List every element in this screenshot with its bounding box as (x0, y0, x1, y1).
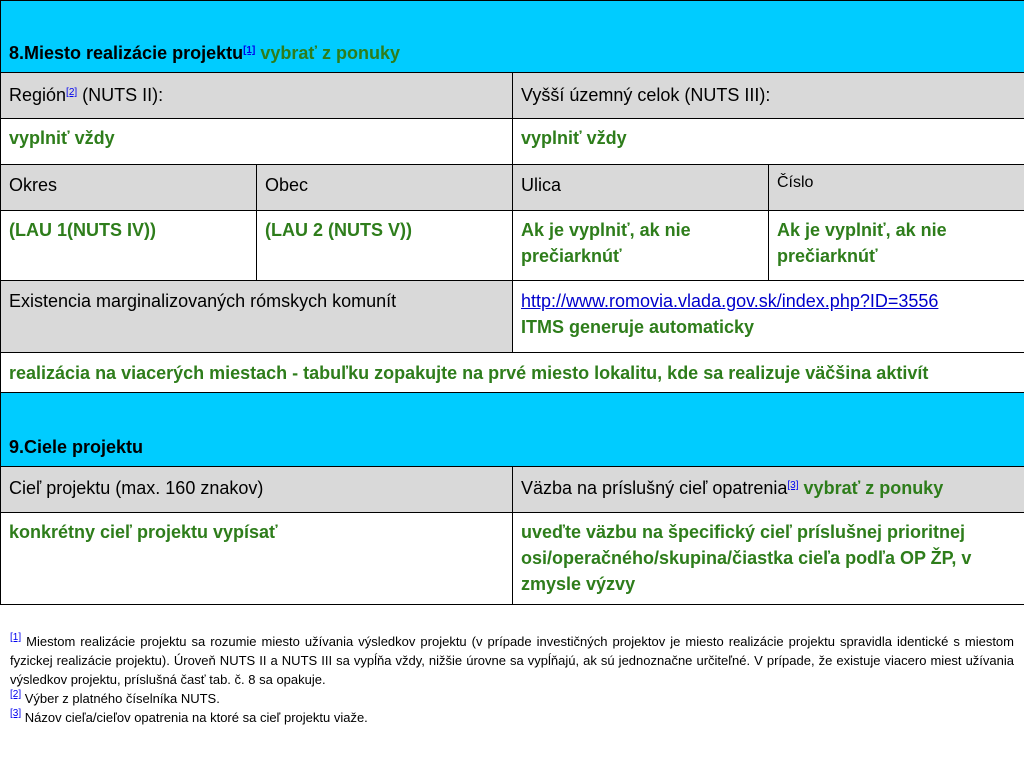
footnote-3-ref[interactable]: [3] (10, 708, 22, 719)
vuc-value: vyplniť vždy (521, 128, 627, 148)
region-value: vyplniť vždy (9, 128, 115, 148)
okres-value: (LAU 1(NUTS IV)) (9, 220, 156, 240)
footnotes (10, 632, 1014, 727)
vazba-label: Väzba na príslušný cieľ opatrenia (521, 478, 788, 498)
section8-title: 8.Miesto realizácie projektu (9, 43, 244, 63)
footnote-1-ref[interactable]: [1] (10, 632, 22, 643)
vazba-label-cell (513, 467, 1024, 513)
multi-location-note: realizácia na viacerých miestach - tabuľku zopakujte na prvé miesto lokalitu, kde sa realizuje väčšina aktivít (9, 363, 929, 383)
region-label-cell (1, 73, 513, 119)
vuc-label: Vyšší územný celok (NUTS III): (521, 85, 771, 105)
footnote-2-ref[interactable]: [2] (10, 689, 22, 700)
multi-location-note-row (0, 352, 1024, 392)
vazba-value-cell[interactable] (513, 513, 1024, 605)
vazba-hint: vybrať z ponuky (803, 478, 944, 498)
cislo-value: Ak je vyplniť, ak nie prečiarknúť (777, 220, 947, 266)
ciel-value: konkrétny cieľ projektu vypísať (9, 522, 278, 542)
section8-table (0, 0, 1024, 353)
section9-table (0, 392, 1024, 605)
vuc-value-cell[interactable] (513, 119, 1024, 165)
section9-title: 9.Ciele projektu (9, 437, 144, 457)
footnote-1-text: Miestom realizácie projektu sa rozumie miesto užívania výsledkov projektu (v prípade investičných projektov je miesto realizácie projektu spravidla identické s miestom fyzickej realizácie projektu). Úroveň NUTS II a NUTS III sa vypĺňa vždy, nižšie úrovne sa vypĺňajú, ak sú jednoznačne určiteľné. V prípade, že existuje viacero miest užívania výsledkov projektu, príslušná časť tab. č. 8 sa opakuje. (10, 634, 1014, 687)
okres-label: Okres (1, 165, 257, 211)
obec-value: (LAU 2 (NUTS V)) (265, 220, 412, 240)
okres-value-cell[interactable] (1, 211, 257, 281)
section8-hint: vybrať z ponuky (260, 43, 401, 63)
ulica-label: Ulica (513, 165, 769, 211)
footnote-3-text: Názov cieľa/cieľov opatrenia na ktoré sa cieľ projektu viaže. (21, 710, 368, 725)
footnote-2 (10, 689, 1014, 708)
romske-value-cell (513, 281, 1024, 353)
ulica-value-cell[interactable] (513, 211, 769, 281)
region-suffix: (NUTS II): (77, 85, 164, 105)
vuc-label-cell (513, 73, 1024, 119)
cislo-value-cell[interactable] (769, 211, 1024, 281)
footnote-ref-1[interactable]: [1] (243, 45, 256, 56)
itms-note: ITMS generuje automaticky (521, 317, 755, 337)
ciel-value-cell[interactable] (1, 513, 513, 605)
region-label: Región (9, 85, 67, 105)
footnote-ref-2[interactable]: [2] (66, 87, 78, 98)
footnote-3 (10, 708, 1014, 727)
romovia-link[interactable]: http://www.romovia.vlada.gov.sk/index.php?ID=3556 (521, 291, 939, 311)
ulica-value: Ak je vyplniť, ak nie prečiarknúť (521, 220, 691, 266)
cislo-label: Číslo (769, 165, 1024, 211)
vazba-value: uveďte väzbu na špecifický cieľ príslušnej prioritnej osi/operačného/skupina/čiastka cieľa podľa OP ŽP, v zmysle výzvy (521, 522, 972, 594)
section9-header (1, 393, 1024, 467)
region-value-cell[interactable] (1, 119, 513, 165)
footnote-ref-3[interactable]: [3] (787, 480, 799, 491)
section8-header (1, 1, 1024, 73)
romske-label: Existencia marginalizovaných rómskych komunít (1, 281, 513, 353)
footnote-1 (10, 632, 1014, 689)
obec-value-cell[interactable] (257, 211, 513, 281)
footnote-2-text: Výber z platného číselníka NUTS. (21, 691, 220, 706)
ciel-label: Cieľ projektu (max. 160 znakov) (1, 467, 513, 513)
obec-label: Obec (257, 165, 513, 211)
